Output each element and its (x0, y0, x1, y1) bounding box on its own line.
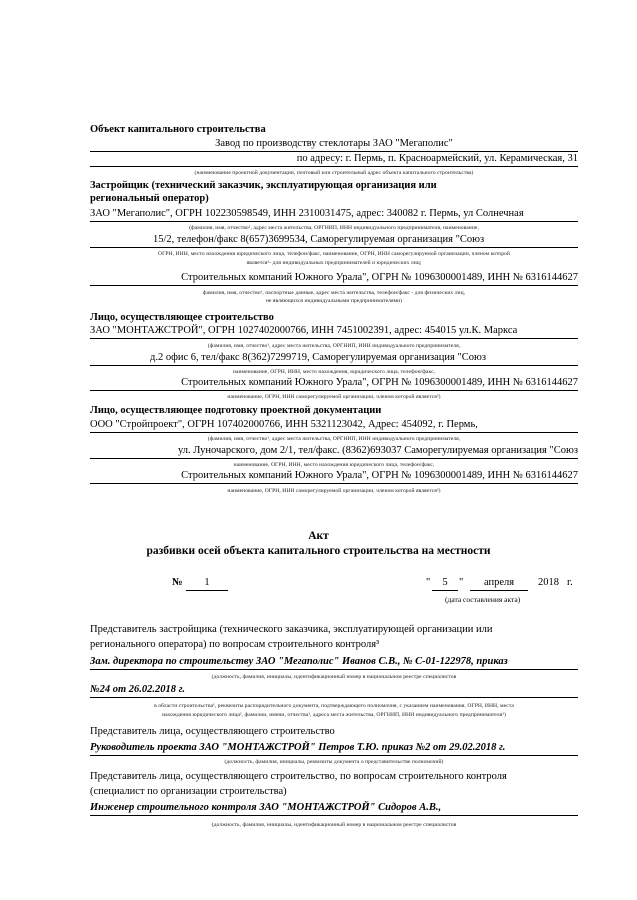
developer-caption-1: (фамилия, имя, отчество¹, адрес места жительства, ОРГНИП, ИНН индивидуального предпринимателя, наименование, (189, 225, 479, 231)
developer-heading-2: региональный оператор) (90, 193, 209, 204)
rep-builder-control-label-2: (специалист по организации строительства) (90, 786, 287, 797)
designer-caption-1: (фамилия, имя, отчество¹, адрес места жительства, ОРГНИП, ИНН индивидуального предпринимателя, (207, 436, 461, 442)
developer-line-1: ЗАО "Мегаполис", ОГРН 102230598549, ИНН 2310031475, адрес: 340082 г. Пермь, ул Солнечная (90, 208, 578, 222)
rep-builder-caption: (должность, фамилия, инициалы, реквизиты документа о представительстве полномочий) (224, 759, 444, 765)
object-line-2: по адресу: г. Пермь, п. Красноармейский, ул. Керамическая, 31 (90, 153, 578, 167)
date-quote-close: " (459, 577, 464, 588)
developer-caption-3b: не являющихся индивидуальными предпринимателями) (265, 298, 403, 304)
builder-caption-1: (фамилия, имя, отчество¹, адрес места жительства, ОРГНИП, ИНН индивидуального предпринимателя, (207, 343, 461, 349)
builder-line-1: ЗАО "МОНТАЖСТРОЙ", ОГРН 1027402000766, ИНН 7451002391, адрес: 454015 ул.К. Маркса (90, 325, 578, 339)
designer-line-1: ООО "Стройпроект", ОГРН 107402000766, ИНН 5321123042, Адрес: 454092, г. Пермь, (90, 419, 578, 433)
developer-heading-1: Застройщик (технический заказчик, эксплуатирующая организация или (90, 180, 437, 191)
rep-developer-label-1: Представитель застройщика (технического заказчика, эксплуатирующей организации или (90, 624, 493, 635)
act-number-label: № (172, 577, 183, 588)
rep-developer-value-2: №24 от 26.02.2018 г. (90, 684, 578, 698)
rep-developer-label-2: регионального оператора) по вопросам строительного контроля³ (90, 639, 380, 650)
developer-line-3: Строительных компаний Южного Урала", ОГРН № 1096300001489, ИНН № 6316144627 (90, 272, 578, 286)
rep-developer-value-1: Зам. директора по строительству ЗАО "Мегаполис" Иванов С.В., № С-01-122978, приказ (90, 656, 578, 670)
rep-developer-caption-2a: в области строительства¹, реквизиты распорядительного документа, подтверждающего полномочия, с указанием наименования, ОГРН, ИНН, места (154, 703, 514, 709)
object-line-1: Завод по производству стеклотары ЗАО "Мегаполис" (90, 138, 578, 152)
date-suffix: г. (567, 577, 573, 588)
designer-caption-2: наименование, ОГРН, ИНН, место нахождения юридического лица, телефон/факс, (233, 462, 435, 468)
builder-heading: Лицо, осуществляющее строительство (90, 312, 274, 323)
developer-caption-2a: ОГРН, ИНН, место нахождения юридического лица, телефон/факс, наименование, ОГРН, ИНН саморегулируемой организации, членом которой (158, 251, 510, 257)
act-title: Акт (308, 530, 329, 542)
designer-line-2: ул. Луночарского, дом 2/1, тел/факс. (8362)693037 Саморегулируемая организация "Союз (90, 445, 578, 459)
rep-developer-caption-2b: нахождения юридического лица², фамилии, имени, отчества¹, адреса места жительства, ОРГНИП, ИНН индивидуального предпринимателя²) (162, 712, 506, 718)
rep-developer-caption-1: (должность, фамилия, инициалы, идентификационный номер в национальном реестре специалистов (211, 674, 457, 680)
designer-caption-3: наименование, ОГРН, ИНН саморегулируемой организации, членом которой является²) (227, 488, 441, 494)
builder-line-3: Строительных компаний Южного Урала", ОГРН № 1096300001489, ИНН № 6316144627 (90, 377, 578, 391)
date-day: 5 (432, 577, 458, 591)
rep-builder-label: Представитель лица, осуществляющего строительство (90, 726, 335, 737)
builder-caption-2: наименование, ОГРН, ИНН, место нахождения, юридического лица, телефон/факс, (232, 369, 436, 375)
developer-caption-2b: является²- для индивидуальных предпринимателей и юридических лиц; (246, 260, 422, 266)
date-quote-open: " (426, 577, 431, 588)
date-caption: (дата составления акта) (445, 595, 521, 604)
builder-caption-3: наименование, ОГРН, ИНН саморегулируемой организации, членом которой является²) (227, 394, 441, 400)
rep-builder-control-caption: (должность, фамилия, инициалы, идентификационный номер в национальном реестре специалистов (211, 822, 457, 828)
act-number: 1 (186, 577, 228, 591)
object-heading: Объект капитального строительства (90, 124, 266, 135)
developer-caption-3a: фамилия, имя, отчество¹, паспортные данные, адрес места жительства, телефон/факс - для физических лиц, (202, 290, 466, 296)
rep-builder-control-value: Инженер строительного контроля ЗАО "МОНТАЖСТРОЙ" Сидоров А.В., (90, 802, 578, 816)
rep-builder-control-label-1: Представитель лица, осуществляющего строительство, по вопросам строительного контроля (90, 771, 507, 782)
builder-line-2: д.2 офис 6, тел/факс 8(362)7299719, Саморегулируемая организация "Союз (90, 352, 578, 366)
act-subtitle: разбивки осей объекта капитального строительства на местности (146, 545, 491, 557)
developer-line-2: 15/2, телефон/факс 8(657)3699534, Саморегулируемая организация "Союз (90, 234, 578, 248)
object-caption: (наименование проектной документации, почтовый или строительный адрес объекта капитального строительства) (194, 170, 474, 176)
rep-builder-value: Руководитель проекта ЗАО "МОНТАЖСТРОЙ" Петров Т.Ю. приказ №2 от 29.02.2018 г. (90, 742, 578, 756)
designer-heading: Лицо, осуществляющее подготовку проектной документации (90, 405, 382, 416)
date-year: 2018 (538, 577, 559, 588)
date-month: апреля (470, 577, 528, 591)
designer-line-3: Строительных компаний Южного Урала", ОГРН № 1096300001489, ИНН № 6316144627 (90, 470, 578, 484)
